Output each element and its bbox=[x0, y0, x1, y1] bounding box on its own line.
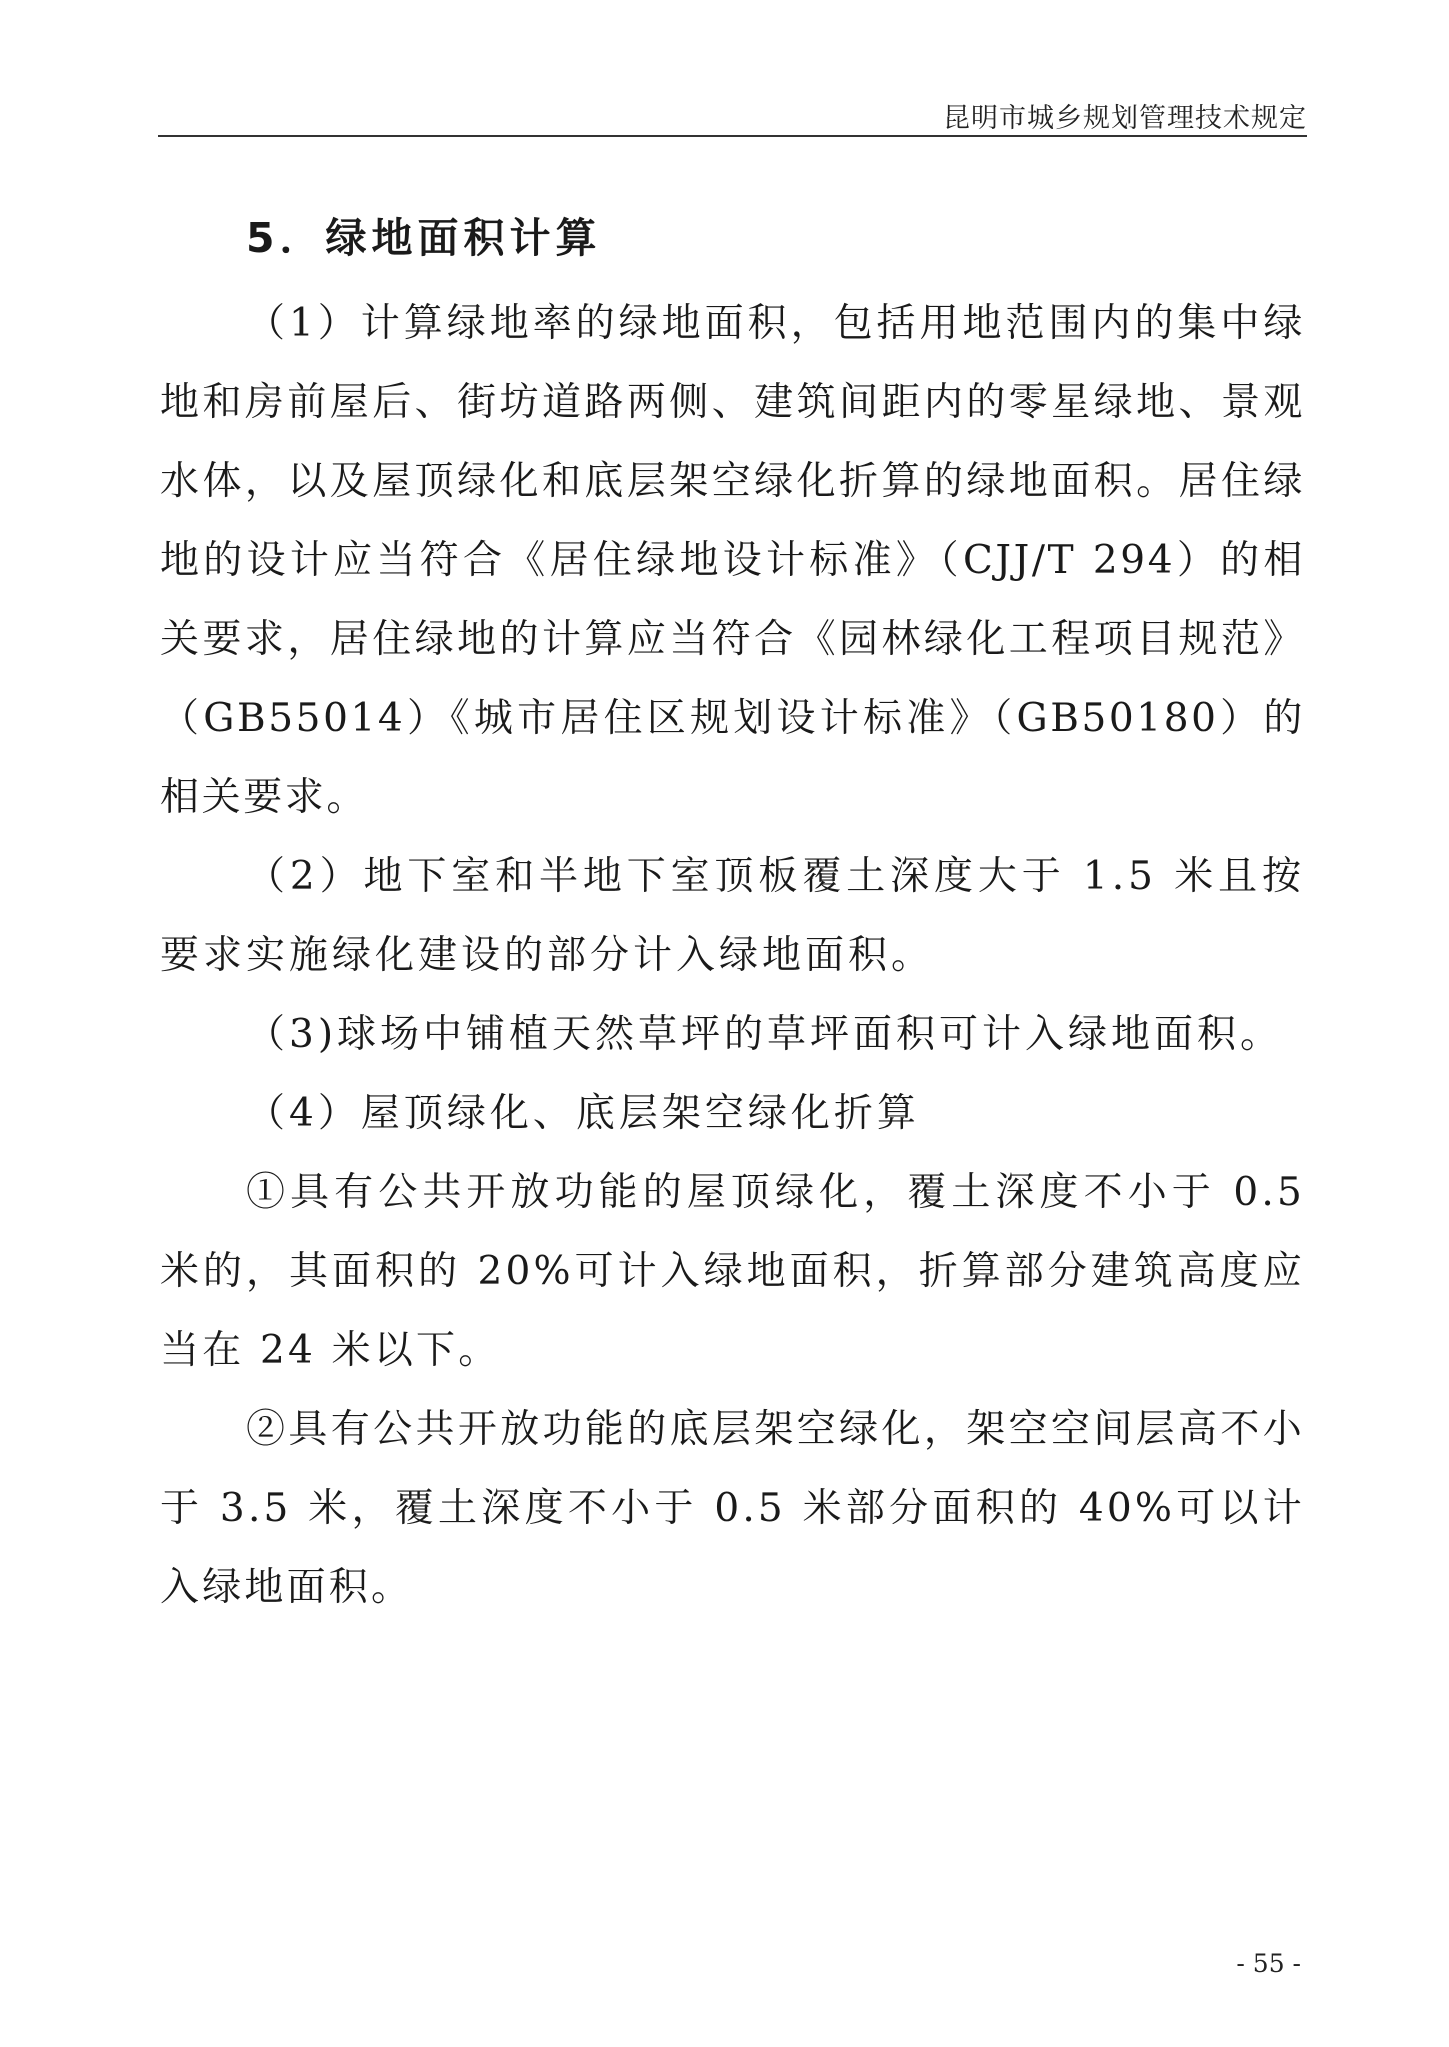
page-number: - 55 - bbox=[1236, 1949, 1301, 1978]
paragraph-5: ①具有公共开放功能的屋顶绿化，覆土深度不小于 0.5 米的，其面积的 20%可计入绿地面积，折算部分建筑高度应当在 24 米以下。 bbox=[160, 1170, 1305, 1373]
paragraph-1: （1）计算绿地率的绿地面积，包括用地范围内的集中绿地和房前屋后、街坊道路两侧、建筑间距内的零星绿地、景观水体，以及屋顶绿化和底层架空绿化折算的绿地面积。居住绿地的设计应当符合《居住绿地设计标准》（CJJ/T 294）的相关要求，居住绿地的计算应当符合《园林绿化工程项目规范》（GB55014）《城市居住区规划设计标准》（GB50180）的相关要求。 bbox=[160, 301, 1305, 820]
header-rule bbox=[158, 135, 1307, 137]
paragraph-2: （2）地下室和半地下室顶板覆土深度大于 1.5 米且按要求实施绿化建设的部分计入绿地面积。 bbox=[160, 854, 1305, 978]
paragraph-4: （4）屋顶绿化、底层架空绿化折算 bbox=[246, 1091, 920, 1136]
paragraph-3: （3)球场中铺植天然草坪的草坪面积可计入绿地面积。 bbox=[246, 1012, 1284, 1057]
section-title: 5．绿地面积计算 bbox=[246, 214, 602, 262]
paragraph-6: ②具有公共开放功能的底层架空绿化，架空空间层高不小于 3.5 米，覆土深度不小于 0.5 米部分面积的 40%可以计入绿地面积。 bbox=[160, 1407, 1305, 1610]
running-header: 昆明市城乡规划管理技术规定 bbox=[943, 103, 1307, 134]
page-body bbox=[160, 202, 1305, 1627]
